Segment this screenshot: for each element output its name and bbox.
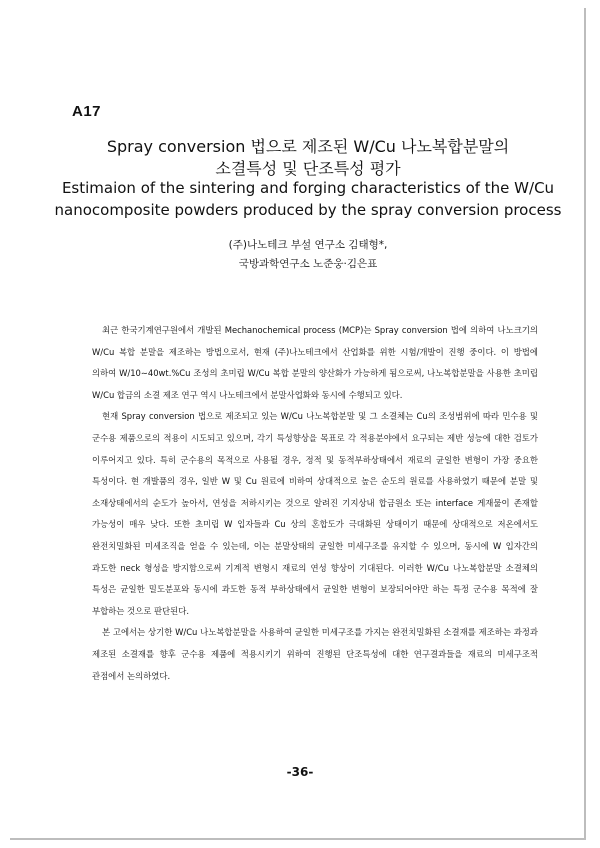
abstract-body xyxy=(92,320,538,687)
abstract-paragraph: 최근 한국기계연구원에서 개발된 Mechanochemical process (MCP)는 Spray conversion 법에 의하여 나노크기의 W/Cu 복합 분말을 제조하는 방법으로서, 현재 (주)나노테크에서 산업화를 위한 시험/개발이 진행 중이다. 이 방법에 의하여 W/10∼40wt.%Cu 조성의 초미립 W/Cu 복합 분말의 양산화가 가능하게 됨으로써, 나노복합분말을 사용한 초미립 W/Cu 합금의 소결 제조 연구 역시 나노테크에서 분말사업화와 동시에 수행되고 있다. xyxy=(92,325,538,400)
abstract-paragraph: 본 고에서는 상기한 W/Cu 나노복합분말을 사용하여 균일한 미세구조를 가지는 완전치밀화된 소결재를 제조하는 과정과 제조된 소결재를 향후 군수용 제품에 적용시키기 위하여 진행된 단조특성에 대한 연구결과들을 재료의 미세구조적 관점에서 논의하였다. xyxy=(92,627,538,681)
page-number: -36- xyxy=(286,765,314,779)
abstract-code: A17 xyxy=(72,103,102,120)
author-affiliation-1: (주)나노테크 부설 연구소 김태형*, xyxy=(228,239,388,251)
title-korean-line-2: 소결특성 및 단조특성 평가 xyxy=(215,159,401,178)
title-english-line-1: Estimaion of the sintering and forging characteristics of the W/Cu xyxy=(61,179,555,197)
author-affiliation-2: 국방과학연구소 노준웅·김은표 xyxy=(238,258,378,270)
abstract-paragraph: 현재 Spray conversion 법으로 제조되고 있는 W/Cu 나노복합분말 및 그 소결체는 Cu의 조성범위에 따라 민수용 및 군수용 제품으로의 적용이 시도되고 있으며, 각기 특성향상을 목표로 각 적용분야에서 요구되는 제반 성능에 대한 검토가 이루어지고 있다. 특히 군수용의 목적으로 사용될 경우, 정적 및 동적부하상태에서 재료의 균일한 변형이 가장 중요한 특성이다. 현 개발품의 경우, 일반 W 및 Cu 원료에 비하여 상대적으로 높은 순도의 원료를 사용하였기 때문에 분말 및 소재상태에서의 순도가 높아서, 연성을 저하시키는 것으로 알려진 기지상내 합금원소 또는 interface 게재물이 존재할 가능성이 매우 낮다. 또한 초미립 W 입자들과 Cu 상의 혼합도가 극대화된 상태이기 때문에 상대적으로 저온에서도 완전치밀화된 미세조직을 얻을 수 있는데, 이는 분말상태의 균일한 미세구조를 유지할 수 있으며, 동시에 W 입자간의 과도한 neck 형성을 방지함으로써 기계적 변형시 재료의 연성 향상이 기대된다. 이러한 W/Cu 나노복합분말 소결체의 특성은 균일한 밀도분포와 동시에 과도한 동적 부하상태에서 균일한 변형이 보장되어야만 하는 특정 군수용 목적에 잘 부합하는 것으로 판단된다. xyxy=(92,411,538,616)
title-korean-line-1: Spray conversion 법으로 제조된 W/Cu 나노복합분말의 xyxy=(106,137,510,156)
title-english-line-2: nanocomposite powders produced by the spray conversion process xyxy=(54,201,562,219)
